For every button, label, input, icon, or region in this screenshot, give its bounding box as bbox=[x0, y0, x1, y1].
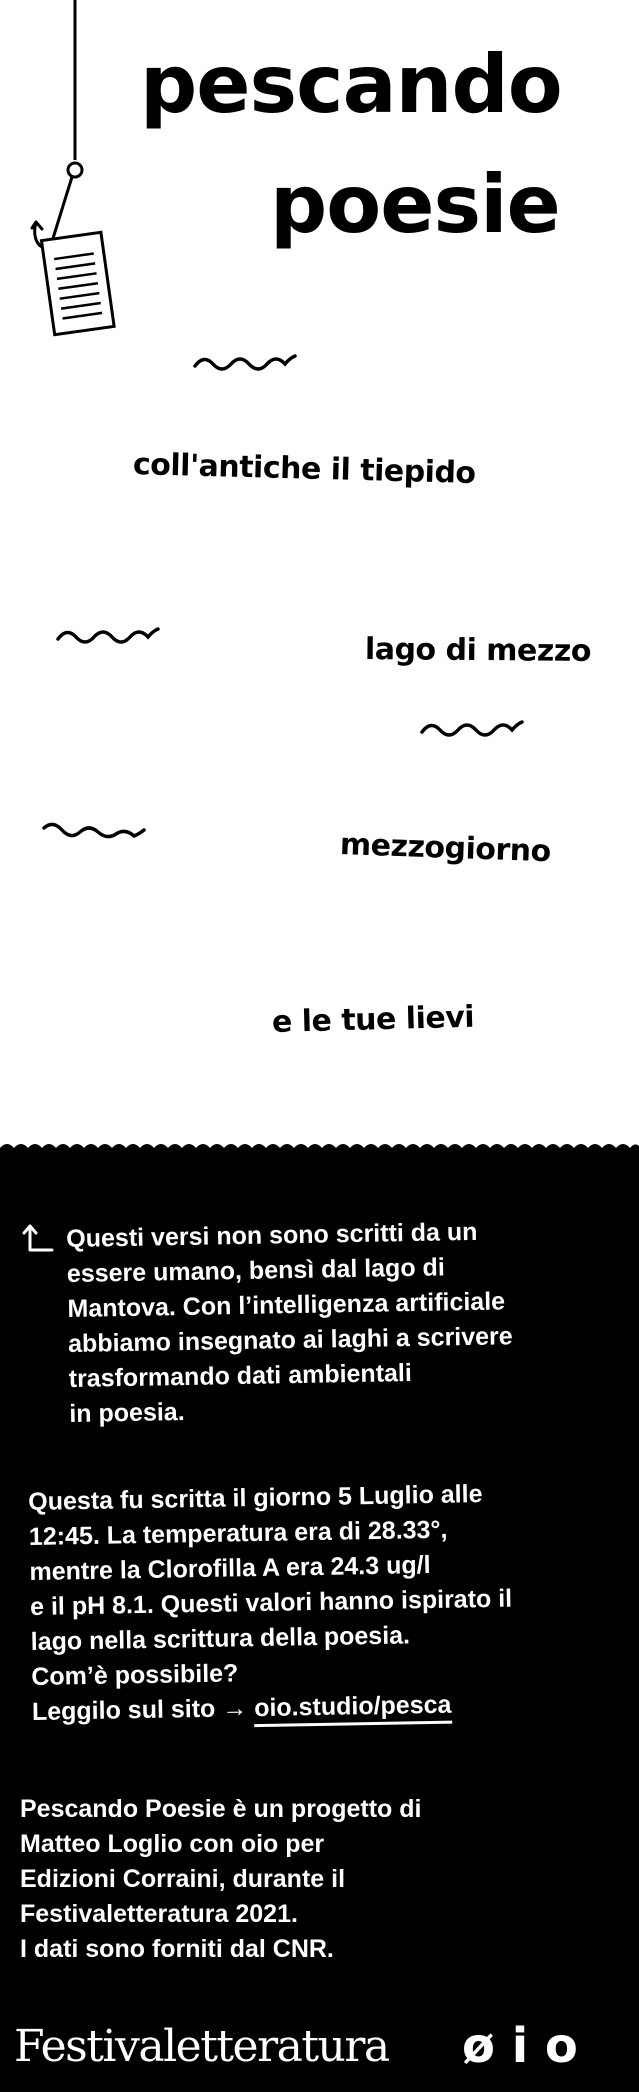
intro-line: in poesia. bbox=[69, 1397, 185, 1428]
intro-line: trasformando dati ambientali bbox=[68, 1358, 413, 1393]
page-title-line-1: pescando bbox=[140, 38, 562, 131]
intro-line: Questi versi non sono scritti da un bbox=[66, 1217, 478, 1253]
data-line: lago nella scrittura della poesia. bbox=[30, 1621, 411, 1656]
data-line: mentre la Clorofilla A era 24.3 ug/l bbox=[29, 1550, 431, 1586]
credits-line: Matteo Loglio con oio per bbox=[20, 1830, 325, 1858]
poem-data-paragraph bbox=[28, 1477, 514, 1730]
fishing-hook-paper-illustration bbox=[20, 0, 130, 345]
poem-line-4: e le tue lievi bbox=[271, 999, 475, 1040]
data-line: 12:45. La temperatura era di 28.33°, bbox=[28, 1515, 448, 1551]
wave-squiggle-icon bbox=[56, 625, 160, 647]
wave-squiggle-icon bbox=[42, 822, 146, 844]
intro-line: abbiamo insegnato ai laghi a scrivere bbox=[67, 1322, 513, 1358]
credits-line: Festivaletteratura 2021. bbox=[20, 1900, 298, 1928]
read-more-line bbox=[32, 1687, 515, 1730]
data-line: Questa fu scritta il giorno 5 Luglio alle bbox=[28, 1480, 483, 1516]
credits-line: Pescando Poesie è un progetto di bbox=[20, 1795, 422, 1823]
intro-line: essere umano, bensì dal lago di bbox=[66, 1253, 446, 1288]
credits-paragraph bbox=[20, 1792, 421, 1967]
credits-line: I dati sono forniti dal CNR. bbox=[20, 1935, 334, 1963]
data-line: Com’è possibile? bbox=[31, 1659, 239, 1691]
poem-line-3: mezzogiorno bbox=[339, 827, 552, 870]
read-more-prefix: Leggilo sul sito → bbox=[31, 1694, 248, 1726]
credits-line: Edizioni Corraini, durante il bbox=[20, 1865, 346, 1893]
return-up-arrow-icon bbox=[22, 1222, 54, 1254]
page-title-line-2: poesie bbox=[270, 158, 560, 251]
festivaletteratura-logo: Festivaletteratura bbox=[14, 2021, 389, 2072]
poem-line-2: lago di mezzo bbox=[364, 632, 592, 669]
data-line: e il pH 8.1. Questi valori hanno ispirato il bbox=[29, 1584, 513, 1621]
poem-line-1: coll'antiche il tiepido bbox=[132, 447, 476, 491]
wave-squiggle-icon bbox=[193, 352, 297, 374]
wave-squiggle-icon bbox=[420, 718, 524, 740]
oio-logo: ø i o bbox=[462, 2018, 578, 2074]
intro-paragraph bbox=[66, 1214, 514, 1432]
intro-line: Mantova. Con l’intelligenza artificiale bbox=[67, 1287, 506, 1323]
site-link[interactable]: oio.studio/pesca bbox=[254, 1691, 452, 1727]
